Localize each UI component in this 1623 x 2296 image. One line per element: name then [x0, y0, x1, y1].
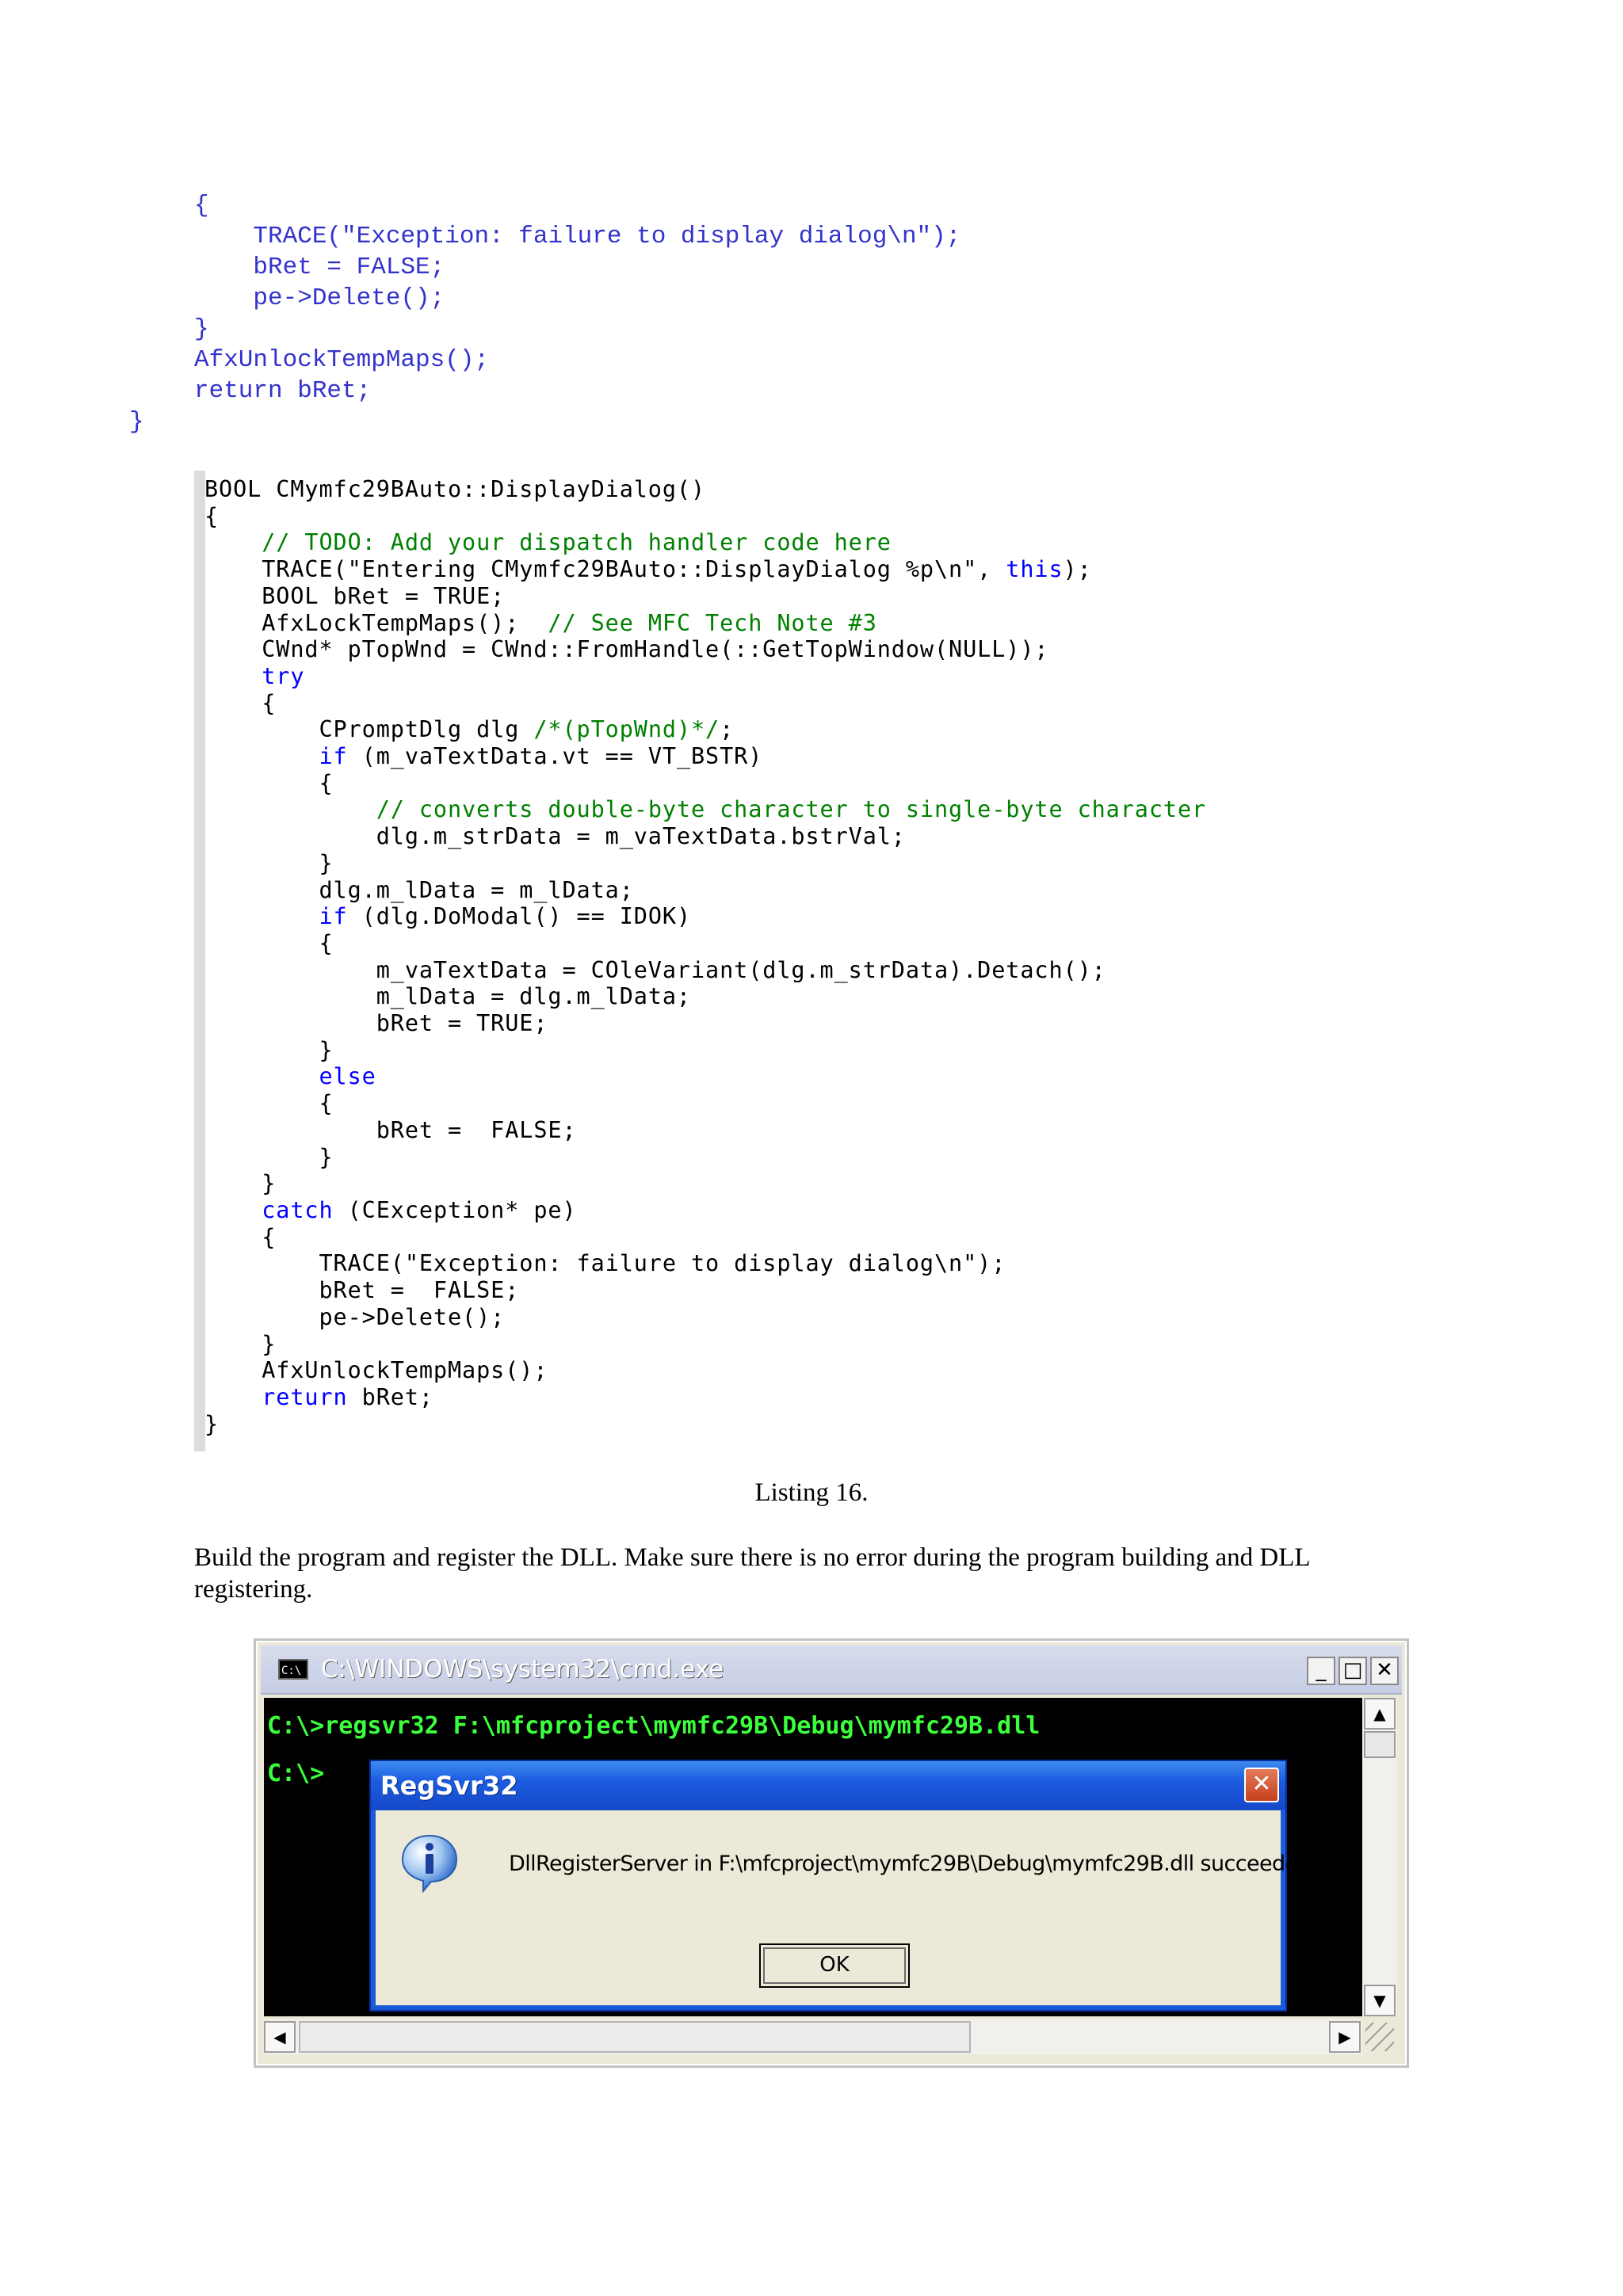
code-text: } [204, 1036, 334, 1063]
code-comment: // See MFC Tech Note #3 [548, 609, 877, 636]
listing-code-line [204, 1037, 334, 1063]
code-text: bRet = FALSE; [204, 1277, 520, 1304]
code-line: return bRet; [194, 377, 372, 405]
code-keyword: try [262, 662, 305, 689]
code-text [204, 1063, 319, 1089]
code-text: ); [1063, 556, 1092, 583]
ok-button[interactable]: OK [759, 1943, 910, 1988]
code-text: dlg.m_strData = m_vaTextData.bstrVal; [204, 823, 906, 850]
code-line: bRet = FALSE; [253, 254, 445, 281]
code-line: AfxUnlockTempMaps(); [194, 346, 490, 374]
vertical-scrollbar[interactable] [1362, 1698, 1397, 2016]
listing-code-line [204, 823, 906, 849]
listing-code-line [204, 1117, 577, 1143]
code-text: BOOL CMymfc29BAuto::DisplayDialog() [204, 476, 706, 502]
code-comment: /*(pTopWnd)*/ [533, 716, 720, 743]
scroll-right-button[interactable]: ▶ [1329, 2021, 1361, 2053]
code-text: CWnd* pTopWnd = CWnd::FromHandle(::GetTopWindow(NULL)); [204, 636, 1049, 663]
listing-code-line [204, 610, 877, 636]
listing-code-line [204, 716, 734, 742]
code-text [204, 663, 262, 689]
code-fragment-top [129, 190, 961, 437]
listing-code-line [204, 1331, 276, 1357]
listing-code-line [204, 636, 1048, 662]
listing-code-line [204, 877, 634, 903]
listing-code-line [204, 930, 334, 956]
code-text: } [204, 1170, 277, 1197]
listing-code-line [204, 796, 1206, 822]
code-text: BOOL bRet = TRUE; [204, 582, 506, 609]
code-keyword: return [262, 1383, 348, 1410]
code-text: } [204, 849, 334, 876]
code-text: AfxLockTempMaps(); [204, 609, 548, 636]
code-keyword: else [319, 1063, 376, 1090]
code-text: { [204, 769, 334, 796]
scroll-up-button[interactable]: ▲ [1364, 1698, 1396, 1730]
regsvr32-dialog [369, 1760, 1318, 2012]
maximize-button[interactable]: □ [1338, 1657, 1367, 1685]
listing-code [204, 476, 1206, 1437]
listing-code-line [204, 1197, 577, 1223]
cmd-window-title: C:\WINDOWS\system32\cmd.exe [321, 1655, 724, 1684]
code-text [204, 743, 319, 769]
console-icon: C:\ [278, 1659, 308, 1680]
code-text: } [204, 1143, 334, 1170]
listing-code-line [204, 1144, 334, 1170]
code-text: m_lData = dlg.m_lData; [204, 983, 691, 1010]
code-line: TRACE("Exception: failure to display dialog\n"); [253, 223, 961, 250]
dialog-titlebar[interactable] [371, 1761, 1285, 1810]
code-text [204, 903, 319, 929]
listing-code-line [204, 743, 762, 769]
code-text: { [204, 689, 277, 716]
code-text [204, 796, 376, 822]
listing-code-line [204, 850, 334, 876]
console-line-prompt: C:\> [267, 1760, 325, 1787]
code-keyword: catch [262, 1196, 334, 1223]
listing-code-line [204, 583, 505, 609]
code-text: (m_vaTextData.vt == VT_BSTR) [347, 743, 763, 770]
code-text [204, 1384, 262, 1410]
listing-code-line [204, 1357, 548, 1383]
cmd-titlebar[interactable] [261, 1646, 1402, 1695]
scroll-down-button[interactable]: ▼ [1364, 1985, 1396, 2016]
code-text: m_vaTextData = COleVariant(dlg.m_strData).Detach(); [204, 956, 1106, 983]
listing-code-line [204, 1277, 519, 1303]
code-comment: // converts double-byte character to single-byte character [376, 796, 1207, 823]
code-keyword: this [1006, 556, 1064, 583]
code-text: dlg.m_lData = m_lData; [204, 876, 634, 903]
listing-code-line [204, 1384, 433, 1410]
instruction-paragraph: Build the program and register the DLL. Make sure there is no error during the program building and DLL registering. [194, 1543, 1310, 1604]
code-text: bRet; [347, 1383, 433, 1410]
close-button[interactable]: ✕ [1370, 1657, 1399, 1685]
code-closing-brace: } [129, 408, 144, 436]
code-text: TRACE("Entering CMymfc29BAuto::DisplayDialog %p\n", [204, 556, 1006, 583]
code-text: } [204, 1330, 277, 1357]
listing-code-line [204, 690, 276, 716]
code-text: { [204, 1223, 277, 1250]
code-text: bRet = FALSE; [204, 1116, 577, 1143]
console-line-command: C:\>regsvr32 F:\mfcproject\mymfc29B\Debug\mymfc29B.dll [267, 1712, 1041, 1740]
listing-code-line [204, 957, 1106, 983]
listing-code-line [204, 1250, 1006, 1276]
code-text: ; [720, 716, 735, 743]
listing-code-line [204, 663, 304, 689]
listing-code-line [204, 503, 219, 529]
code-text: AfxUnlockTempMaps(); [204, 1357, 548, 1384]
code-keyword: if [319, 743, 348, 770]
code-line: } [194, 315, 209, 343]
listing-caption: Listing 16. [754, 1478, 869, 1507]
listing-code-line [204, 770, 334, 796]
code-text: bRet = TRUE; [204, 1010, 548, 1037]
dialog-message: DllRegisterServer in F:\mfcproject\mymfc29B\Debug\mymfc29B.dll succeeded. [509, 1852, 1318, 1876]
listing-code-line [204, 1063, 376, 1089]
code-keyword: if [319, 903, 348, 930]
code-text [204, 1197, 262, 1223]
horizontal-scrollbar[interactable] [264, 2019, 1362, 2054]
listing-code-line [204, 1090, 334, 1116]
code-text: TRACE("Exception: failure to display dialog\n"); [204, 1250, 1006, 1277]
horizontal-scroll-thumb[interactable] [299, 2021, 971, 2053]
listing-code-line [204, 529, 892, 555]
listing-code-line [204, 903, 691, 929]
scroll-thumb[interactable] [1364, 1731, 1396, 1758]
code-text: CPromptDlg dlg [204, 716, 534, 743]
code-text: (CException* pe) [333, 1196, 577, 1223]
code-text [204, 529, 262, 555]
dialog-title: RegSvr32 [380, 1771, 518, 1801]
listing-code-line [204, 1411, 219, 1437]
code-text: { [204, 929, 334, 956]
listing-code-line [204, 1170, 276, 1196]
code-line: pe->Delete(); [253, 284, 445, 312]
listing-code-line [204, 1224, 276, 1250]
dialog-body [376, 1810, 1318, 2005]
listing-code-line [204, 1304, 505, 1330]
code-text: { [204, 502, 220, 529]
code-text: } [204, 1410, 220, 1437]
listing-code-line [204, 1010, 548, 1036]
listing-code-line [204, 556, 1092, 582]
scroll-left-button[interactable]: ◀ [264, 2021, 296, 2053]
resize-grip-icon[interactable] [1365, 2023, 1394, 2051]
code-text: { [204, 1090, 334, 1117]
minimize-button[interactable]: _ [1307, 1657, 1335, 1685]
code-line: { [194, 192, 209, 219]
code-text: pe->Delete(); [204, 1303, 506, 1330]
code-comment: // TODO: Add your dispatch handler code here [262, 529, 892, 556]
code-text: (dlg.DoModal() == IDOK) [347, 903, 691, 930]
dialog-close-button[interactable]: ✕ [1244, 1768, 1279, 1802]
info-icon [399, 1833, 460, 1893]
listing-code-line [204, 983, 691, 1009]
listing-code-line [204, 476, 705, 502]
